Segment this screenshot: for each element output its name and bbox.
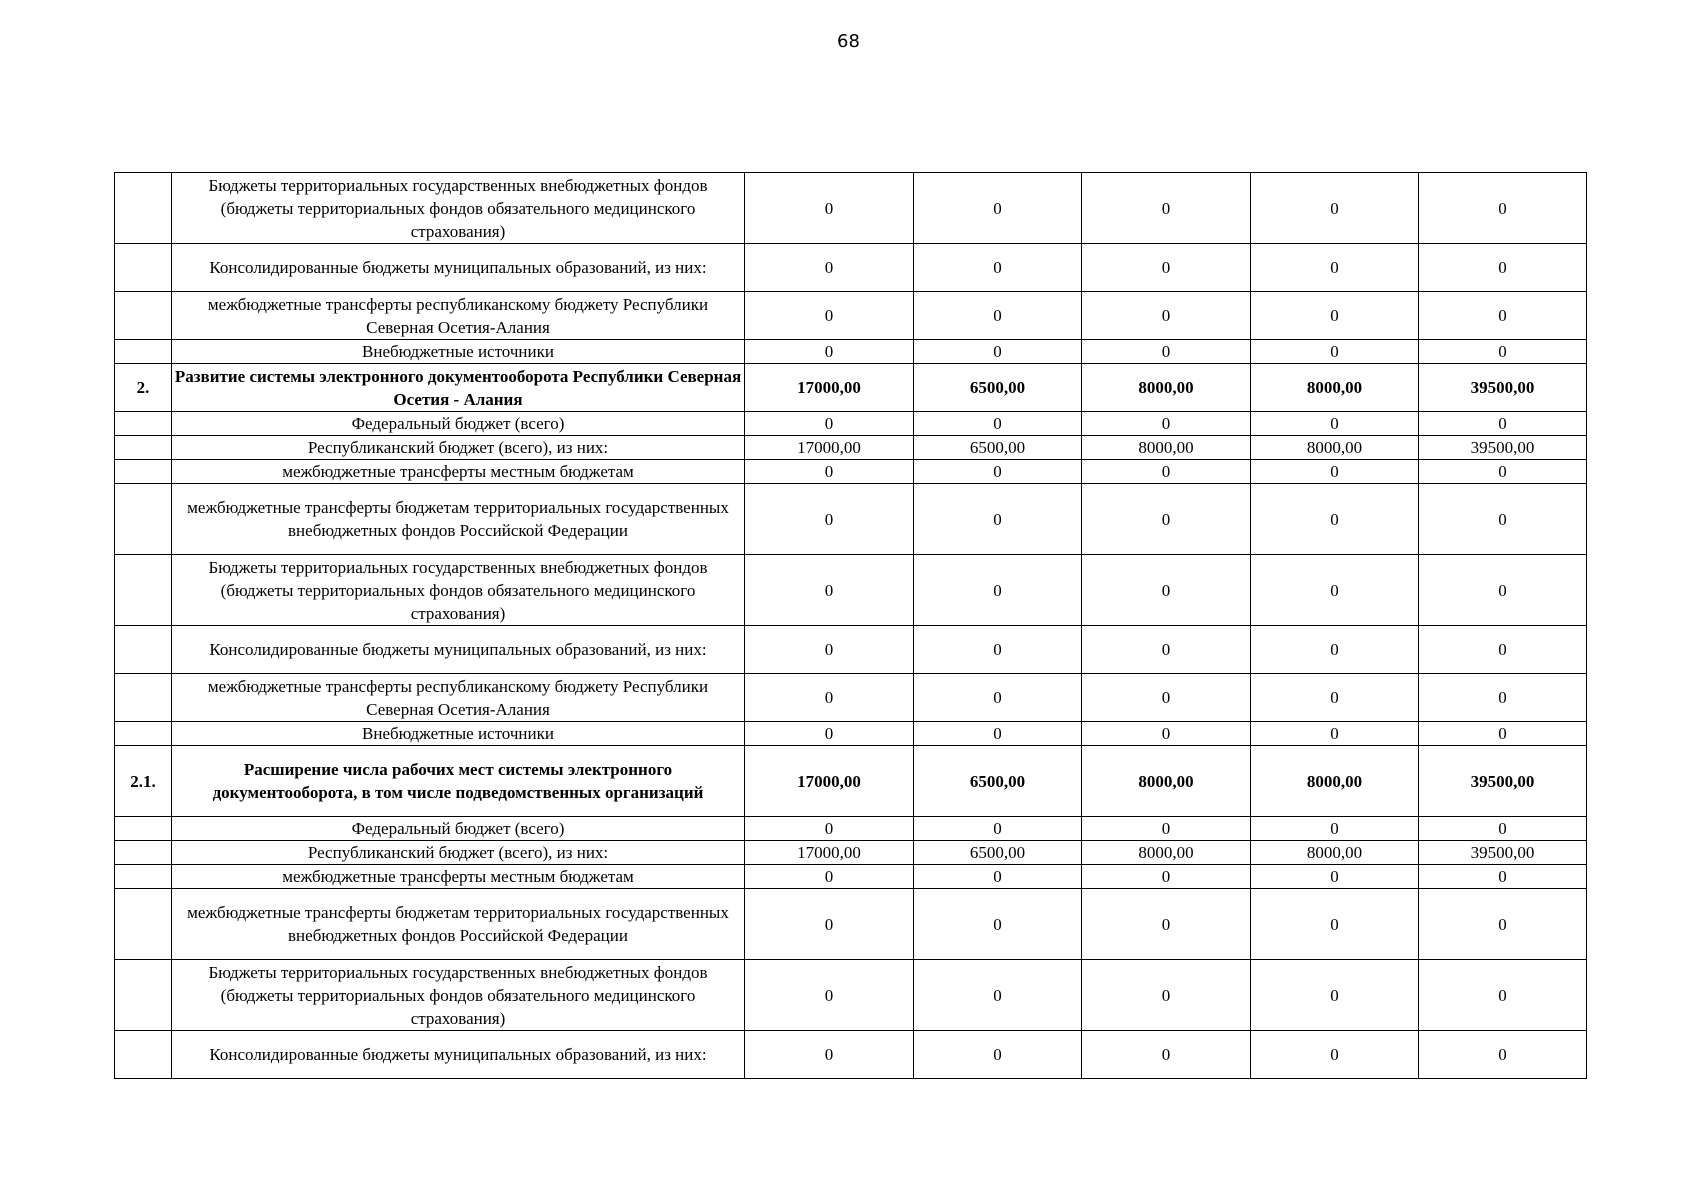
value-cell: 0	[914, 340, 1082, 364]
value-cell: 17000,00	[745, 746, 914, 817]
value-cell: 0	[914, 889, 1082, 960]
value-cell: 0	[1419, 722, 1587, 746]
value-cell: 17000,00	[745, 841, 914, 865]
value-cell: 0	[1082, 674, 1251, 722]
value-cell: 0	[1419, 960, 1587, 1031]
value-cell: 0	[1251, 244, 1419, 292]
value-cell: 0	[914, 674, 1082, 722]
row-name-cell: Бюджеты территориальных государственных внебюджетных фондов (бюджеты территориальных фондов обязательного медицинского страхования)	[172, 173, 745, 244]
value-cell: 0	[914, 244, 1082, 292]
value-cell: 0	[914, 626, 1082, 674]
row-name-cell: Внебюджетные источники	[172, 722, 745, 746]
row-number-cell	[115, 412, 172, 436]
value-cell: 0	[914, 555, 1082, 626]
row-name-cell: межбюджетные трансферты бюджетам территориальных государственных внебюджетных фондов Российской Федерации	[172, 484, 745, 555]
table-row	[115, 555, 1587, 626]
row-name-cell: межбюджетные трансферты местным бюджетам	[172, 460, 745, 484]
value-cell: 0	[914, 960, 1082, 1031]
value-cell: 0	[1082, 722, 1251, 746]
row-name-cell: межбюджетные трансферты республиканскому бюджету Республики Северная Осетия-Алания	[172, 292, 745, 340]
table-row	[115, 1031, 1587, 1079]
value-cell: 0	[1419, 484, 1587, 555]
value-cell: 0	[745, 889, 914, 960]
value-cell: 0	[745, 555, 914, 626]
row-name-cell: Внебюджетные источники	[172, 340, 745, 364]
table-row	[115, 412, 1587, 436]
row-name-cell: Расширение числа рабочих мест системы электронного документооборота, в том числе подведомственных организаций	[172, 746, 745, 817]
row-number-cell	[115, 674, 172, 722]
value-cell: 0	[1251, 722, 1419, 746]
value-cell: 6500,00	[914, 364, 1082, 412]
value-cell: 0	[1419, 674, 1587, 722]
table-row	[115, 674, 1587, 722]
value-cell: 0	[1251, 674, 1419, 722]
row-number-cell	[115, 960, 172, 1031]
value-cell: 0	[1082, 1031, 1251, 1079]
value-cell: 0	[914, 1031, 1082, 1079]
table-row	[115, 626, 1587, 674]
row-number-cell	[115, 173, 172, 244]
row-number-cell	[115, 626, 172, 674]
value-cell: 0	[745, 722, 914, 746]
value-cell: 0	[1082, 626, 1251, 674]
value-cell: 0	[1251, 340, 1419, 364]
value-cell: 8000,00	[1251, 841, 1419, 865]
value-cell: 17000,00	[745, 364, 914, 412]
value-cell: 0	[914, 484, 1082, 555]
table-row	[115, 244, 1587, 292]
value-cell: 0	[1419, 244, 1587, 292]
row-name-cell: Консолидированные бюджеты муниципальных образований, из них:	[172, 1031, 745, 1079]
row-name-cell: Бюджеты территориальных государственных внебюджетных фондов (бюджеты территориальных фондов обязательного медицинского страхования)	[172, 555, 745, 626]
value-cell: 0	[1419, 626, 1587, 674]
value-cell: 39500,00	[1419, 436, 1587, 460]
value-cell: 0	[1082, 412, 1251, 436]
value-cell: 39500,00	[1419, 841, 1587, 865]
table-body	[115, 173, 1587, 1079]
row-number-cell	[115, 484, 172, 555]
row-number-cell	[115, 292, 172, 340]
value-cell: 0	[745, 817, 914, 841]
value-cell: 8000,00	[1082, 436, 1251, 460]
value-cell: 0	[1251, 889, 1419, 960]
value-cell: 0	[914, 817, 1082, 841]
row-name-cell: Федеральный бюджет (всего)	[172, 412, 745, 436]
value-cell: 8000,00	[1082, 841, 1251, 865]
value-cell: 0	[1419, 817, 1587, 841]
value-cell: 8000,00	[1082, 746, 1251, 817]
value-cell: 0	[1419, 412, 1587, 436]
row-number-cell	[115, 340, 172, 364]
value-cell: 0	[745, 173, 914, 244]
row-name-cell: Федеральный бюджет (всего)	[172, 817, 745, 841]
value-cell: 8000,00	[1251, 746, 1419, 817]
value-cell: 0	[1419, 173, 1587, 244]
value-cell: 0	[1251, 960, 1419, 1031]
value-cell: 0	[745, 460, 914, 484]
value-cell: 0	[914, 460, 1082, 484]
value-cell: 39500,00	[1419, 364, 1587, 412]
value-cell: 0	[914, 292, 1082, 340]
value-cell: 0	[914, 173, 1082, 244]
row-name-cell: Консолидированные бюджеты муниципальных образований, из них:	[172, 244, 745, 292]
table-row	[115, 841, 1587, 865]
value-cell: 0	[1419, 865, 1587, 889]
value-cell: 0	[914, 865, 1082, 889]
value-cell: 0	[1251, 865, 1419, 889]
row-number-cell	[115, 841, 172, 865]
value-cell: 0	[1082, 173, 1251, 244]
table-row	[115, 340, 1587, 364]
value-cell: 6500,00	[914, 746, 1082, 817]
value-cell: 0	[745, 674, 914, 722]
table-row	[115, 722, 1587, 746]
value-cell: 0	[745, 865, 914, 889]
row-number-cell: 2.	[115, 364, 172, 412]
table-row	[115, 484, 1587, 555]
row-number-cell	[115, 889, 172, 960]
value-cell: 8000,00	[1082, 364, 1251, 412]
value-cell: 0	[1251, 484, 1419, 555]
value-cell: 0	[1082, 889, 1251, 960]
row-number-cell: 2.1.	[115, 746, 172, 817]
row-name-cell: Бюджеты территориальных государственных внебюджетных фондов (бюджеты территориальных фондов обязательного медицинского страхования)	[172, 960, 745, 1031]
row-name-cell: межбюджетные трансферты республиканскому бюджету Республики Северная Осетия-Алания	[172, 674, 745, 722]
value-cell: 0	[1419, 889, 1587, 960]
value-cell: 0	[1082, 460, 1251, 484]
value-cell: 0	[1082, 960, 1251, 1031]
value-cell: 8000,00	[1251, 364, 1419, 412]
row-name-cell: межбюджетные трансферты местным бюджетам	[172, 865, 745, 889]
value-cell: 0	[1082, 555, 1251, 626]
value-cell: 0	[745, 244, 914, 292]
value-cell: 0	[1419, 340, 1587, 364]
row-name-cell: Развитие системы электронного документооборота Республики Северная Осетия - Алания	[172, 364, 745, 412]
value-cell: 0	[1082, 340, 1251, 364]
value-cell: 17000,00	[745, 436, 914, 460]
budget-table	[114, 172, 1587, 1079]
value-cell: 0	[1419, 1031, 1587, 1079]
value-cell: 0	[1082, 865, 1251, 889]
value-cell: 0	[745, 292, 914, 340]
value-cell: 39500,00	[1419, 746, 1587, 817]
value-cell: 0	[914, 722, 1082, 746]
table-row	[115, 436, 1587, 460]
value-cell: 0	[1419, 292, 1587, 340]
value-cell: 0	[1251, 626, 1419, 674]
table-row	[115, 889, 1587, 960]
table-row	[115, 817, 1587, 841]
value-cell: 0	[1251, 460, 1419, 484]
row-number-cell	[115, 1031, 172, 1079]
table-row	[115, 292, 1587, 340]
row-name-cell: Республиканский бюджет (всего), из них:	[172, 841, 745, 865]
row-name-cell: Консолидированные бюджеты муниципальных образований, из них:	[172, 626, 745, 674]
row-name-cell: Республиканский бюджет (всего), из них:	[172, 436, 745, 460]
value-cell: 6500,00	[914, 841, 1082, 865]
row-number-cell	[115, 436, 172, 460]
table-row	[115, 746, 1587, 817]
table-row	[115, 960, 1587, 1031]
value-cell: 0	[1251, 412, 1419, 436]
page-number: 68	[837, 31, 860, 52]
row-number-cell	[115, 244, 172, 292]
value-cell: 0	[1419, 460, 1587, 484]
value-cell: 0	[1251, 292, 1419, 340]
value-cell: 0	[1082, 484, 1251, 555]
value-cell: 0	[1251, 555, 1419, 626]
row-name-cell: межбюджетные трансферты бюджетам территориальных государственных внебюджетных фондов Российской Федерации	[172, 889, 745, 960]
value-cell: 8000,00	[1251, 436, 1419, 460]
value-cell: 0	[745, 960, 914, 1031]
value-cell: 0	[1251, 1031, 1419, 1079]
table-row	[115, 460, 1587, 484]
value-cell: 0	[745, 340, 914, 364]
value-cell: 0	[1082, 817, 1251, 841]
row-number-cell	[115, 817, 172, 841]
row-number-cell	[115, 460, 172, 484]
table-row	[115, 364, 1587, 412]
value-cell: 0	[1082, 292, 1251, 340]
value-cell: 0	[745, 412, 914, 436]
value-cell: 0	[745, 626, 914, 674]
value-cell: 0	[1082, 244, 1251, 292]
value-cell: 0	[914, 412, 1082, 436]
row-number-cell	[115, 865, 172, 889]
value-cell: 0	[1251, 173, 1419, 244]
value-cell: 0	[1251, 817, 1419, 841]
value-cell: 0	[1419, 555, 1587, 626]
table-row	[115, 173, 1587, 244]
table-row	[115, 865, 1587, 889]
value-cell: 0	[745, 1031, 914, 1079]
row-number-cell	[115, 722, 172, 746]
row-number-cell	[115, 555, 172, 626]
value-cell: 0	[745, 484, 914, 555]
value-cell: 6500,00	[914, 436, 1082, 460]
